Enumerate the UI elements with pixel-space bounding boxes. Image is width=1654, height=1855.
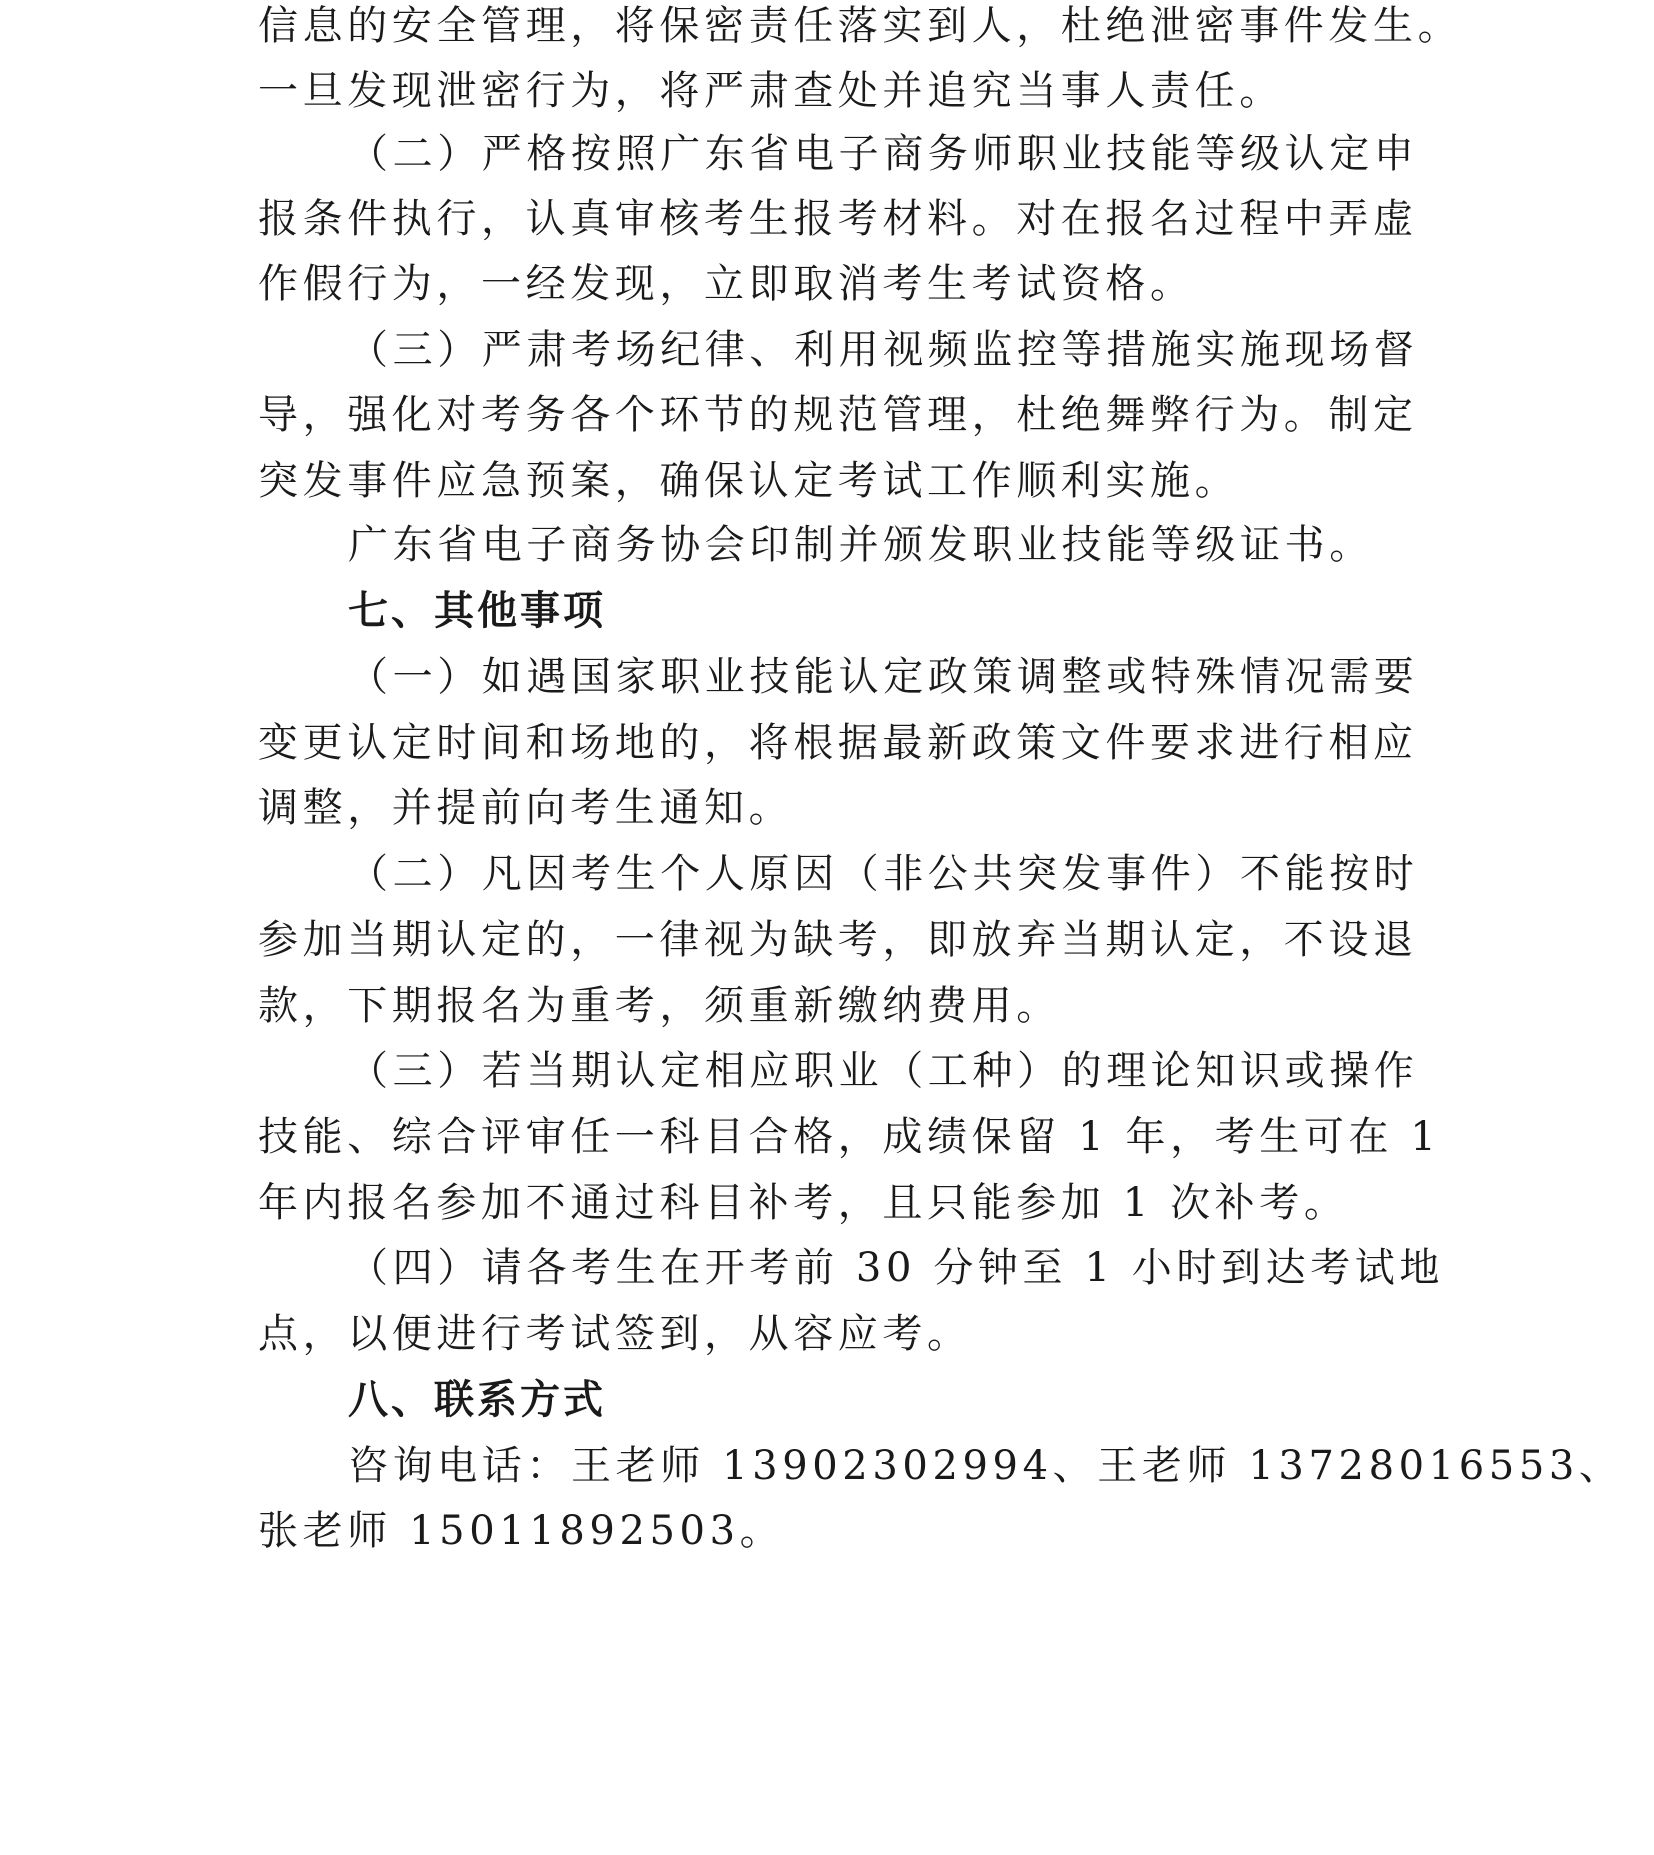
section-heading-other-matters: 七、其他事项 [348,588,606,634]
paragraph-start-line: （一）如遇国家职业技能认定政策调整或特殊情况需要 [348,654,1419,700]
paragraph-start-line: （四）请各考生在开考前 30 分钟至 1 小时到达考试地 [348,1245,1445,1291]
paragraph-start-line: （二）凡因考生个人原因（非公共突发事件）不能按时 [348,851,1419,897]
paragraph-start-line: （三）严肃考场纪律、利用视频监控等措施实施现场督 [348,327,1419,373]
body-text-line: 信息的安全管理，将保密责任落实到人，杜绝泄密事件发生。 [258,3,1463,49]
paragraph-start-line: （二）严格按照广东省电子商务师职业技能等级认定申 [348,131,1419,177]
paragraph-start-line: 广东省电子商务协会印制并颁发职业技能等级证书。 [348,522,1374,568]
paragraph-start-line: （三）若当期认定相应职业（工种）的理论知识或操作 [348,1048,1419,1094]
body-text-line: 调整，并提前向考生通知。 [258,785,794,831]
section-heading-contact: 八、联系方式 [348,1377,606,1423]
body-text-line: 变更认定时间和场地的，将根据最新政策文件要求进行相应 [258,720,1418,766]
contact-phone-line: 咨询电话：王老师 13902302994、王老师 13728016553、 [348,1443,1624,1489]
body-text-line: 点，以便进行考试签到，从容应考。 [258,1311,972,1357]
body-text-line: 参加当期认定的，一律视为缺考，即放弃当期认定，不设退 [258,917,1418,963]
body-text-line: 突发事件应急预案，确保认定考试工作顺利实施。 [258,458,1240,504]
contact-phone-line: 张老师 15011892503。 [258,1508,785,1554]
body-text-line: 技能、综合评审任一科目合格，成绩保留 1 年，考生可在 1 [258,1114,1441,1160]
body-text-line: 一旦发现泄密行为，将严肃查处并追究当事人责任。 [258,68,1284,114]
body-text-line: 导，强化对考务各个环节的规范管理，杜绝舞弊行为。制定 [258,392,1418,438]
body-text-line: 作假行为，一经发现，立即取消考生考试资格。 [258,261,1195,307]
body-text-line: 款，下期报名为重考，须重新缴纳费用。 [258,983,1061,1029]
body-text-line: 年内报名参加不通过科目补考，且只能参加 1 次补考。 [258,1180,1349,1226]
body-text-line: 报条件执行，认真审核考生报考材料。对在报名过程中弄虚 [258,196,1418,242]
